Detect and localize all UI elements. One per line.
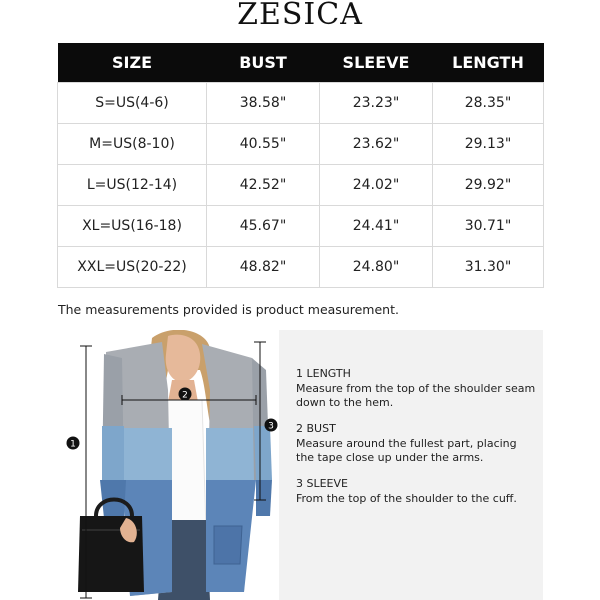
header-size: SIZE [58, 43, 207, 83]
bust-guide-desc: Measure around the fullest part, placing the tape close up under the arms. [296, 436, 517, 464]
brand-logo: ZESICA [237, 0, 363, 32]
sleeve-cell: 24.02" [320, 165, 433, 206]
bust-cell: 40.55" [207, 124, 320, 165]
model-photo [60, 330, 278, 600]
bust-guide [296, 422, 536, 466]
sleeve-cell: 24.80" [320, 247, 433, 288]
size-cell: L=US(12-14) [58, 165, 207, 206]
cardigan-right-lightblue [206, 428, 258, 480]
header-length: LENGTH [433, 43, 544, 83]
marker-3-label: 3 [268, 421, 274, 432]
left-sleeve-lightblue [102, 426, 124, 480]
length-cell: 29.92" [433, 165, 544, 206]
right-sleeve-lightblue [254, 426, 272, 480]
measurement-guide-panel [279, 330, 543, 600]
bust-cell: 42.52" [207, 165, 320, 206]
table-row [58, 124, 544, 165]
cardigan-illustration [60, 330, 278, 600]
measurement-note: The measurements provided is product measurement. [58, 302, 399, 317]
marker-2-label: 2 [182, 390, 188, 401]
table-row [58, 165, 544, 206]
table-row [58, 206, 544, 247]
length-cell: 29.13" [433, 124, 544, 165]
table-header-row [58, 43, 544, 83]
sleeve-cell: 24.41" [320, 206, 433, 247]
bust-cell: 48.82" [207, 247, 320, 288]
size-cell: XL=US(16-18) [58, 206, 207, 247]
bust-cell: 38.58" [207, 83, 320, 124]
bust-cell: 45.67" [207, 206, 320, 247]
sleeve-guide-title: 3 SLEEVE [296, 477, 348, 490]
cardigan-left-lightblue [122, 428, 172, 480]
pocket-shape [214, 526, 242, 564]
size-cell: S=US(4-6) [58, 83, 207, 124]
length-guide-desc: Measure from the top of the shoulder seam down to the hem. [296, 381, 536, 409]
sleeve-guide-desc: From the top of the shoulder to the cuff. [296, 491, 517, 505]
table-row [58, 83, 544, 124]
sleeve-cell: 23.23" [320, 83, 433, 124]
sleeve-cell: 23.62" [320, 124, 433, 165]
length-guide [296, 367, 536, 411]
length-guide-title: 1 LENGTH [296, 367, 351, 380]
header-sleeve: SLEEVE [320, 43, 433, 83]
marker-1-label: 1 [70, 439, 76, 450]
length-cell: 31.30" [433, 247, 544, 288]
length-cell: 28.35" [433, 83, 544, 124]
size-cell: XXL=US(20-22) [58, 247, 207, 288]
size-cell: M=US(8-10) [58, 124, 207, 165]
header-bust: BUST [207, 43, 320, 83]
bust-guide-title: 2 BUST [296, 422, 336, 435]
right-cuff [256, 480, 272, 516]
sleeve-guide [296, 477, 536, 506]
size-chart-table [57, 43, 544, 288]
table-row [58, 247, 544, 288]
length-cell: 30.71" [433, 206, 544, 247]
